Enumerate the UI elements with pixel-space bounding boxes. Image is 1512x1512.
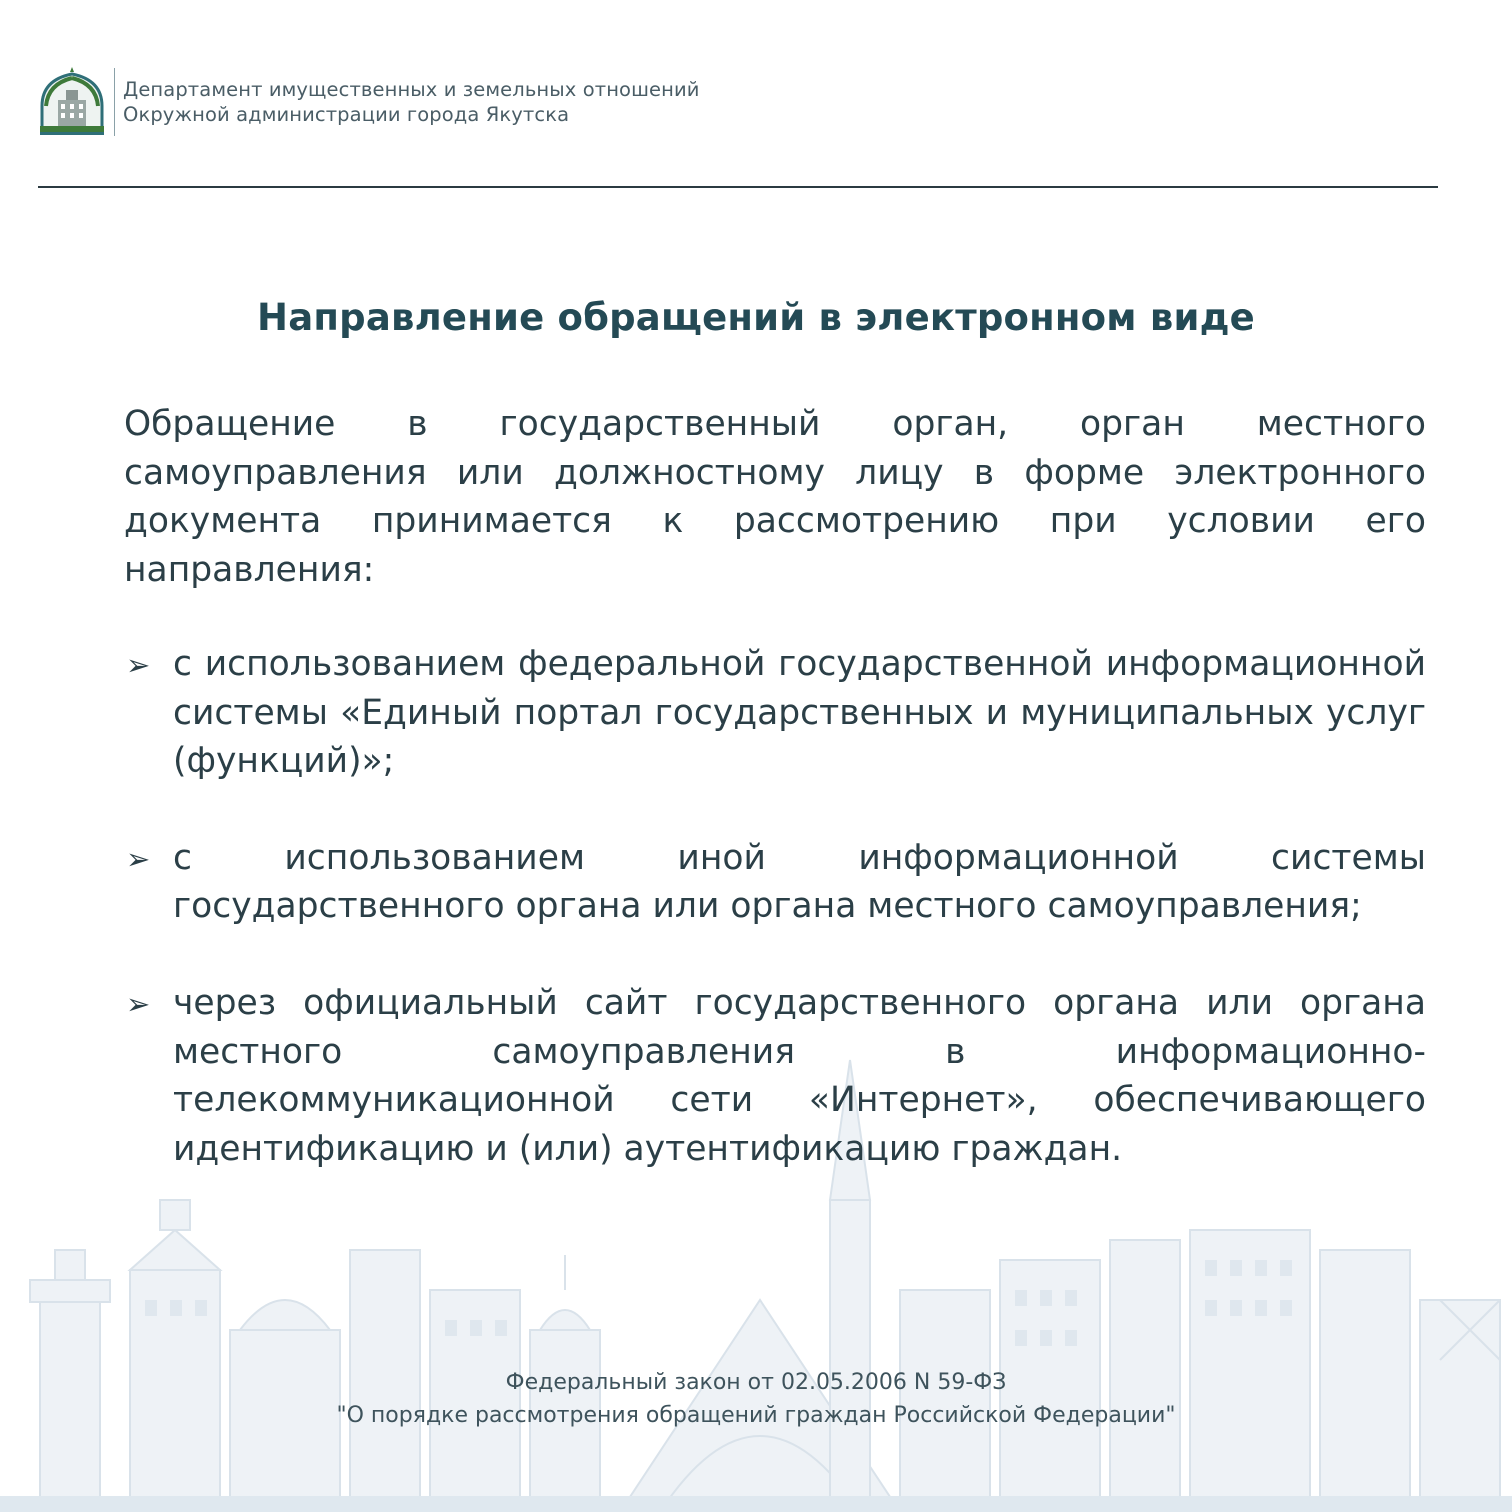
list-item-text: через официальный сайт государственного органа или органа местного самоуправления в информационно-телекоммуникационной сети «Интернет», обеспечивающего идентификацию и (или) аутентификацию граждан. [173, 982, 1426, 1169]
law-citation-line2: "О порядке рассмотрения обращений граждан Российской Федерации" [336, 1403, 1176, 1428]
department-name-line1: Департамент имущественных и земельных отношений [123, 78, 700, 101]
department-name-line2: Окружной администрации города Якутска [123, 103, 570, 126]
list-item [124, 834, 1426, 931]
intro-paragraph: Обращение в государственный орган, орган местного самоуправления или должностному лицу в форме электронного документа принимается к рассмотрению при условии его направления: [124, 404, 1426, 590]
arrow-bullet-icon: ➢ [126, 648, 151, 682]
law-citation-line1: Федеральный закон от 02.05.2006 N 59-ФЗ [505, 1370, 1007, 1395]
law-citation [0, 1366, 1512, 1432]
list-item [124, 640, 1426, 786]
page-title: Направление обращений в электронном виде [257, 296, 1255, 339]
list-item-text: с использованием иной информационной системы государственного органа или органа местного самоуправления; [173, 837, 1426, 927]
header-divider [114, 68, 115, 136]
header-rule [38, 186, 1438, 188]
arrow-bullet-icon: ➢ [126, 841, 151, 876]
page-header [36, 66, 700, 138]
yakutsk-department-logo-icon [36, 66, 108, 138]
department-name [123, 77, 700, 127]
arrow-bullet-icon: ➢ [126, 986, 151, 1021]
conditions-list [124, 640, 1426, 1221]
list-item [124, 979, 1426, 1173]
list-item-text: с использованием федеральной государственной информационной системы «Единый портал государственных и муниципальных услуг (функций)»; [173, 644, 1426, 782]
